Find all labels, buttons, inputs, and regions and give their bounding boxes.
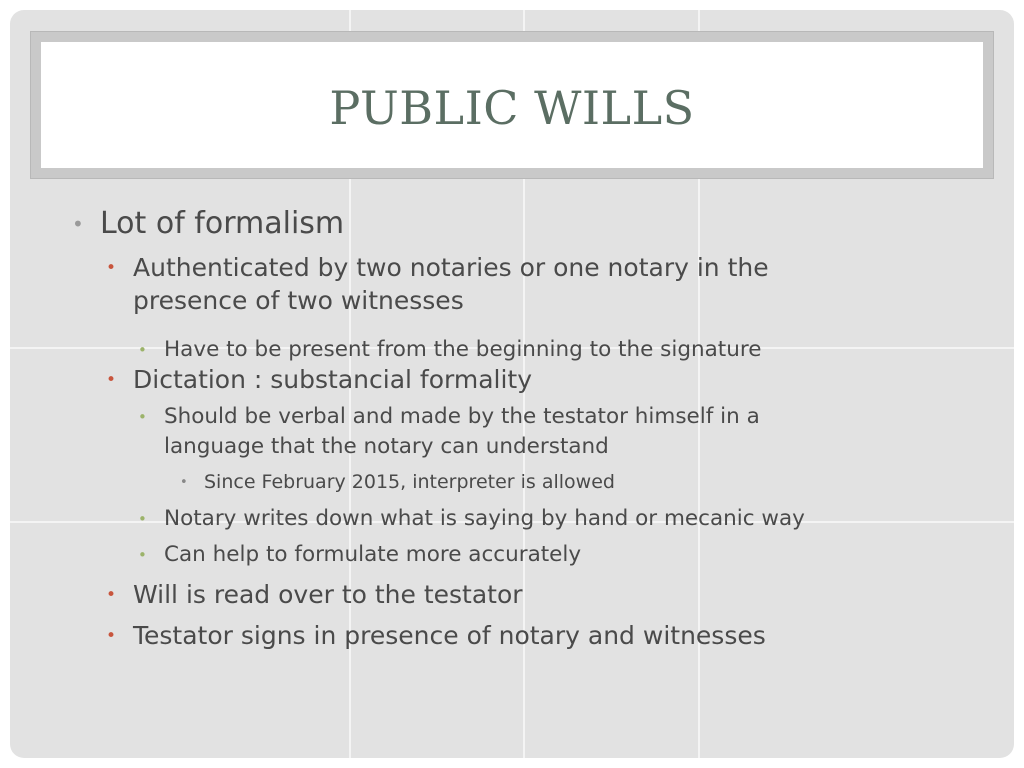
bullet-marker: •: [180, 475, 188, 490]
bullet-text: Lot of formalism: [100, 206, 345, 241]
bullet-marker: •: [106, 585, 117, 605]
bullet-text: Authenticated by two notaries or one notary in the presence of two witnesses: [133, 253, 769, 315]
bullet-text: Since February 2015, interpreter is allowed: [204, 471, 615, 493]
bullet-marker: •: [138, 510, 147, 528]
bullet-marker: •: [138, 546, 147, 564]
slide: [10, 10, 1014, 758]
bullet-text: Testator signs in presence of notary and witnesses: [133, 621, 766, 650]
bullet-text: Can help to formulate more accurately: [164, 542, 582, 567]
bullet-text: Notary writes down what is saying by hand or mecanic way: [164, 506, 805, 531]
bullet-text: Will is read over to the testator: [133, 580, 523, 609]
bullet-marker: •: [106, 258, 117, 278]
bullet-marker: •: [138, 408, 147, 426]
bullet-item: [138, 402, 858, 462]
bullet-marker: •: [72, 212, 84, 236]
slide-title: PUBLIC WILLS: [329, 81, 695, 135]
bullet-text: Should be verbal and made by the testator himself in a language that the notary can understand: [164, 404, 760, 459]
bullet-text: Have to be present from the beginning to the signature: [164, 337, 762, 362]
bullet-marker: •: [138, 341, 147, 359]
bullet-marker: •: [106, 626, 117, 646]
slide-content: [10, 10, 1014, 758]
bullet-marker: •: [106, 370, 117, 390]
bullet-text: Dictation : substancial formality: [133, 365, 532, 394]
bullet-item: [106, 251, 846, 317]
